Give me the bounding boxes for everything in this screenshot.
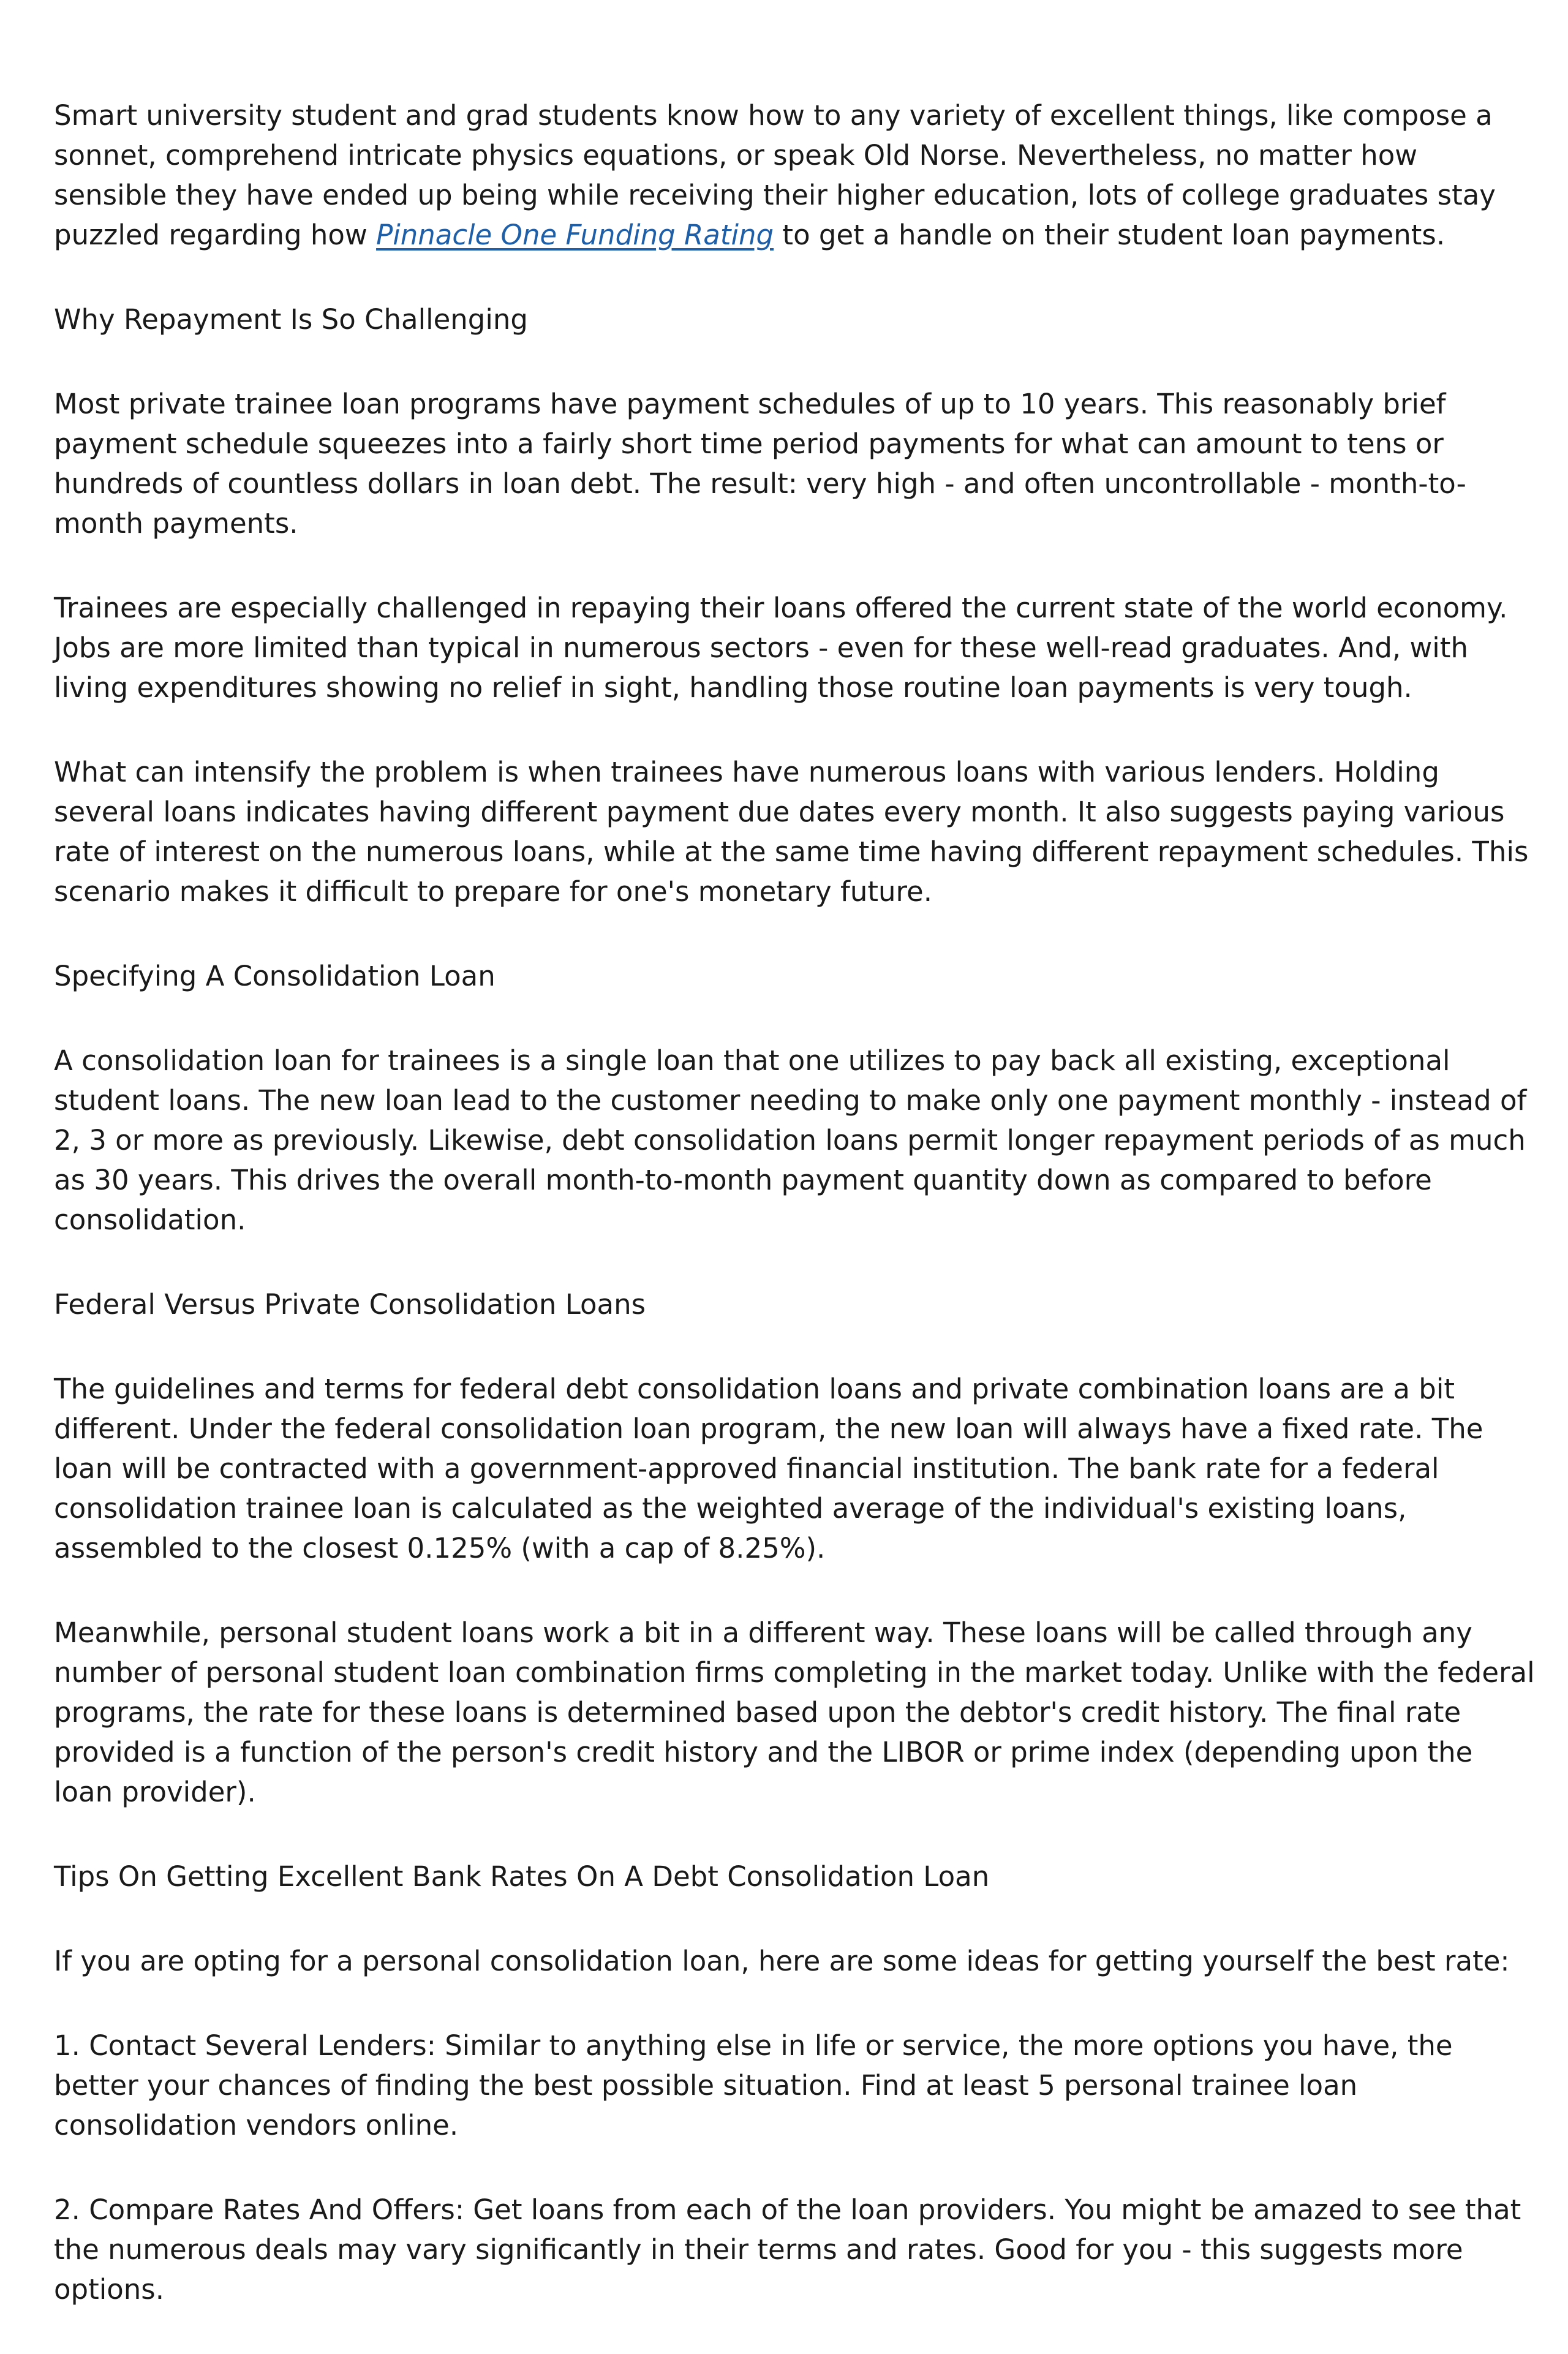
heading-tips-bank-rates: Tips On Getting Excellent Bank Rates On A Debt Consolidation Loan — [54, 1860, 990, 1893]
intro-text-before-link: Smart university student and grad students know how to any variety of excellent things, like compose a sonnet, comprehend intricate physics equations, or speak Old Norse. Nevertheless, no matter how sensible they have ended up being while receiving their higher education, lots of college graduates stay puzzled regarding how — [54, 99, 1496, 251]
list-item-contact-lenders: 1. Contact Several Lenders: Similar to anything else in life or service, the more options you have, the better your chances of finding the best possible situation. Find at least 5 personal trainee loan consolidation vendors online. — [54, 2029, 1453, 2141]
paragraph-numerous-loans: What can intensify the problem is when trainees have numerous loans with various lenders. Holding several loans indicates having different payment due dates every month. It also suggests paying various rate of interest on the numerous loans, while at the same time having different repayment schedules. This scenario makes it difficult to prepare for one's monetary future. — [54, 756, 1529, 908]
heading-consolidation-loan: Specifying A Consolidation Loan — [54, 960, 496, 992]
paragraph-federal-terms: The guidelines and terms for federal debt consolidation loans and private combination loans are a bit different. Under the federal consolidation loan program, the new loan will always have a fixed rate. The loan will be contracted with a government-approved financial institution. The bank rate for a federal consolidation trainee loan is calculated as the weighted average of the individual's existing loans, assembled to the closest 0.125% (with a cap of 8.25%). — [54, 1373, 1483, 1564]
list-item-compare-rates: 2. Compare Rates And Offers: Get loans from each of the loan providers. You might be amazed to see that the numerous deals may vary significantly in their terms and rates. Good for you - this suggests more options. — [54, 2194, 1521, 2306]
paragraph-private-loans: Meanwhile, personal student loans work a bit in a different way. These loans will be called through any number of personal student loan combination firms completing in the market today. Unlike with the federal programs, the rate for these loans is determined based upon the debtor's credit history. The final rate provided is a function of the person's credit history and the LIBOR or prime index (depending upon the loan provider). — [54, 1616, 1535, 1808]
heading-federal-vs-private: Federal Versus Private Consolidation Loans — [54, 1288, 646, 1321]
intro-paragraph — [54, 96, 1536, 255]
paragraph-tips-intro: If you are opting for a personal consolidation loan, here are some ideas for getting yourself the best rate: — [54, 1945, 1510, 1977]
intro-text-after-link: to get a handle on their student loan payments. — [774, 219, 1446, 251]
document-body — [54, 96, 1536, 2354]
paragraph-world-economy: Trainees are especially challenged in repaying their loans offered the current state of the world economy. Jobs are more limited than typical in numerous sectors - even for these well-read graduates. And, with living expenditures showing no relief in sight, handling those routine loan payments is very tough. — [54, 592, 1508, 704]
heading-why-repayment: Why Repayment Is So Challenging — [54, 303, 528, 336]
paragraph-payment-schedules: Most private trainee loan programs have payment schedules of up to 10 years. This reasonably brief payment schedule squeezes into a fairly short time period payments for what can amount to tens or hundreds of countless dollars in loan debt. The result: very high - and often uncontrollable - month-to-month payments. — [54, 388, 1466, 540]
pinnacle-one-funding-rating-link[interactable]: Pinnacle One Funding Rating — [376, 219, 774, 251]
paragraph-consolidation-definition: A consolidation loan for trainees is a single loan that one utilizes to pay back all existing, exceptional student loans. The new loan lead to the customer needing to make only one payment monthly - instead of 2, 3 or more as previously. Likewise, debt consolidation loans permit longer repayment periods of as much as 30 years. This drives the overall month-to-month payment quantity down as compared to before consolidation. — [54, 1044, 1527, 1236]
